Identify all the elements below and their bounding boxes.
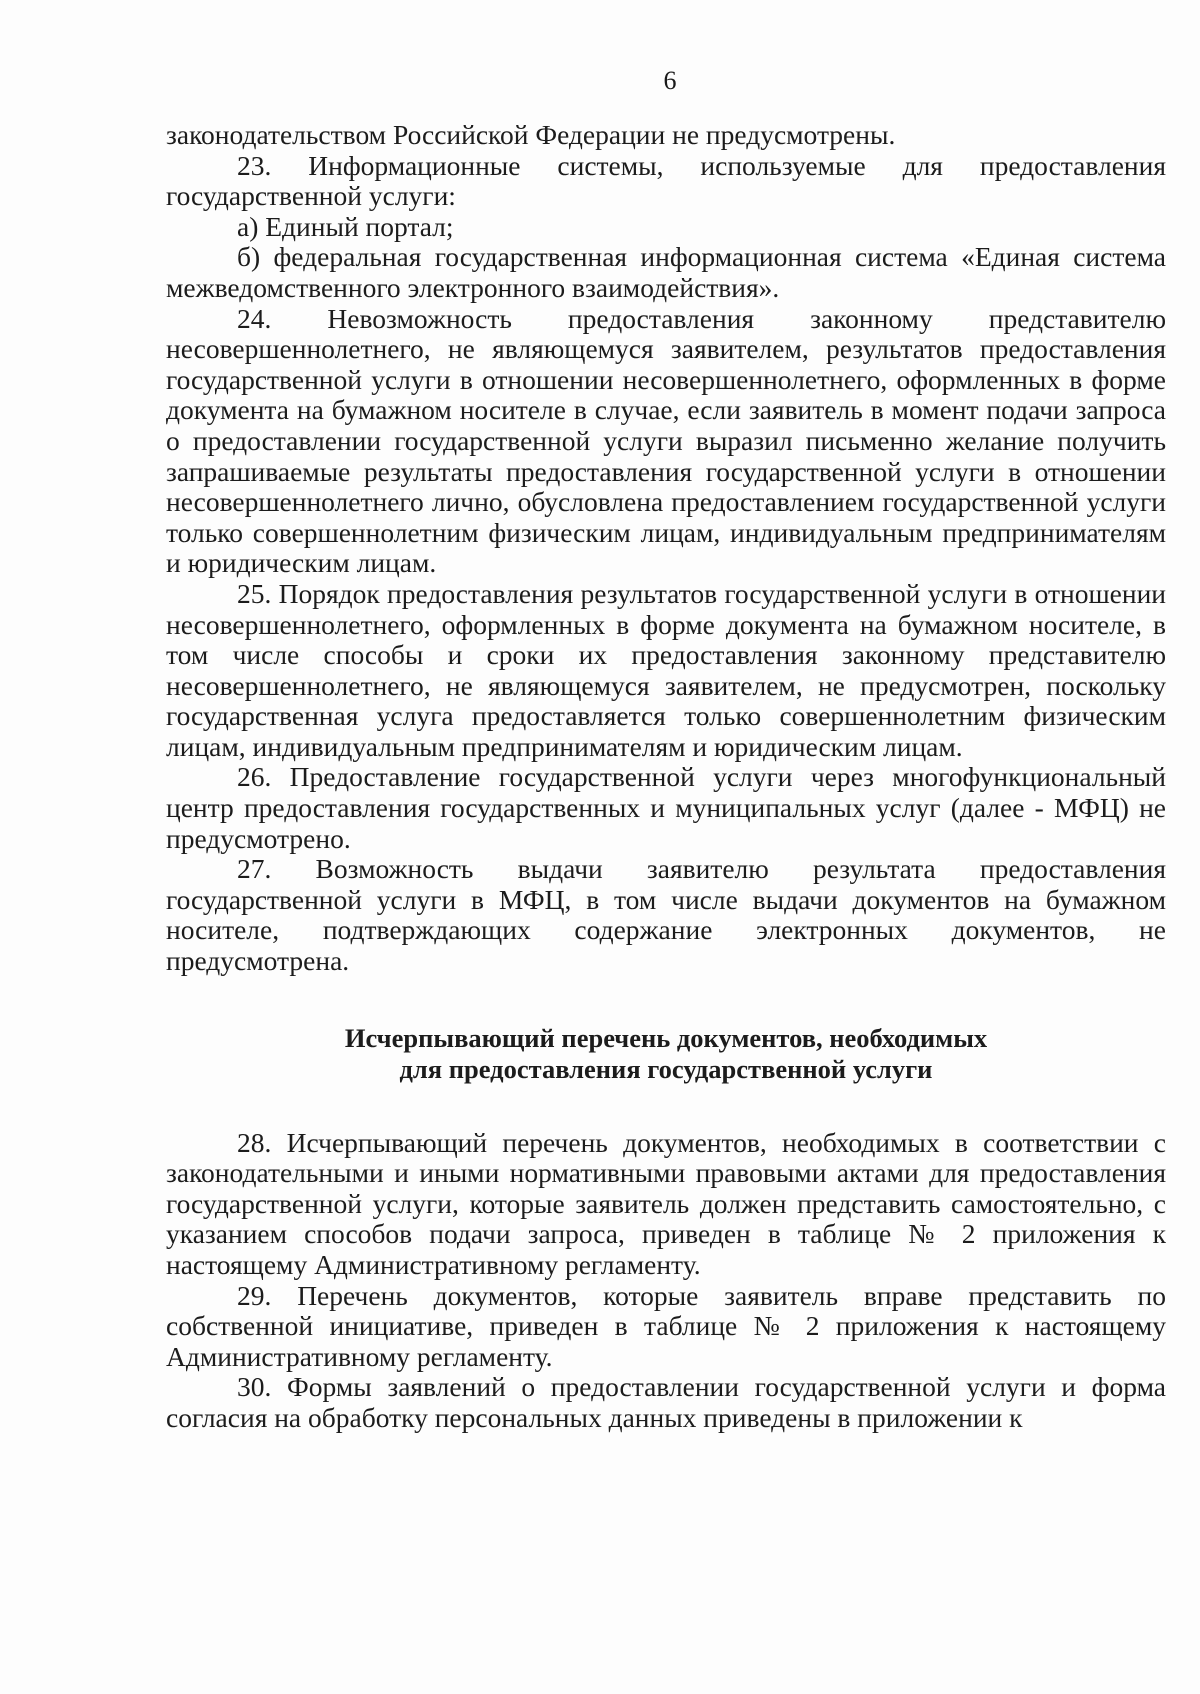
paragraph-23-b: б) федеральная государственная информационная система «Единая система межведомственного электронного взаимодействия».: [166, 241, 1166, 303]
paragraph-27: 27. Возможность выдачи заявителю результата предоставления государственной услуги в МФЦ, в том числе выдачи документов на бумажном носителе, подтверждающих содержание электронных документов, не предусмотрена.: [166, 853, 1166, 977]
paragraph-28: 28. Исчерпывающий перечень документов, необходимых в соответствии с законодательными и иными нормативными правовыми актами для предоставления государственной услуги, которые заявитель должен представить самостоятельно, с указанием способов подачи запроса, приведен в таблице № 2 приложения к настоящему Административному регламенту.: [166, 1126, 1166, 1280]
paragraph-30: 30. Формы заявлений о предоставлении государственной услуги и форма согласия на обработку персональных данных приведены в приложении к: [166, 1371, 1166, 1433]
page-number: 6: [663, 66, 677, 95]
paragraph-26: 26. Предоставление государственной услуги через многофункциональный центр предоставления государственных и муниципальных услуг (далее - МФЦ) не предусмотрено.: [166, 761, 1166, 854]
document-body: [166, 120, 1166, 1434]
section-heading-line-1: Исчерпывающий перечень документов, необходимых: [344, 1022, 988, 1053]
paragraph-29: 29. Перечень документов, которые заявитель вправе представить по собственной инициативе, приведен в таблице № 2 приложения к настоящему Административному регламенту.: [166, 1279, 1166, 1372]
section-heading-line-2: для предоставления государственной услуги: [399, 1053, 933, 1084]
paragraph-23-a: а) Единый портал;: [237, 210, 454, 242]
paragraph-continuation: законодательством Российской Федерации не предусмотрены.: [166, 119, 896, 150]
paragraph-24: 24. Невозможность предоставления законному представителю несовершеннолетнего, не являющемуся заявителем, результатов предоставления государственной услуги в отношении несовершеннолетнего, оформленных в форме документа на бумажном носителе в случае, если заявитель в момент подачи запроса о предоставлении государственной услуги выразил письменно желание получить запрашиваемые результаты предоставления государственной услуги в отношении несовершеннолетнего лично, обусловлена предоставлением государственной услуги только совершеннолетним физическим лицам, индивидуальным предпринимателям и юридическим лицам.: [166, 302, 1166, 579]
paragraph-25: 25. Порядок предоставления результатов государственной услуги в отношении несовершеннолетнего, оформленных в форме документа на бумажном носителе, в том числе способы и сроки их предоставления законному представителю несовершеннолетнего, не являющемуся заявителем, не предусмотрен, поскольку государственная услуга предоставляется только совершеннолетним физическим лицам, индивидуальным предпринимателям и юридическим лицам.: [166, 577, 1166, 762]
section-heading: [166, 1023, 1166, 1085]
paragraph-23: 23. Информационные системы, используемые для предоставления государственной услуги:: [166, 149, 1166, 212]
